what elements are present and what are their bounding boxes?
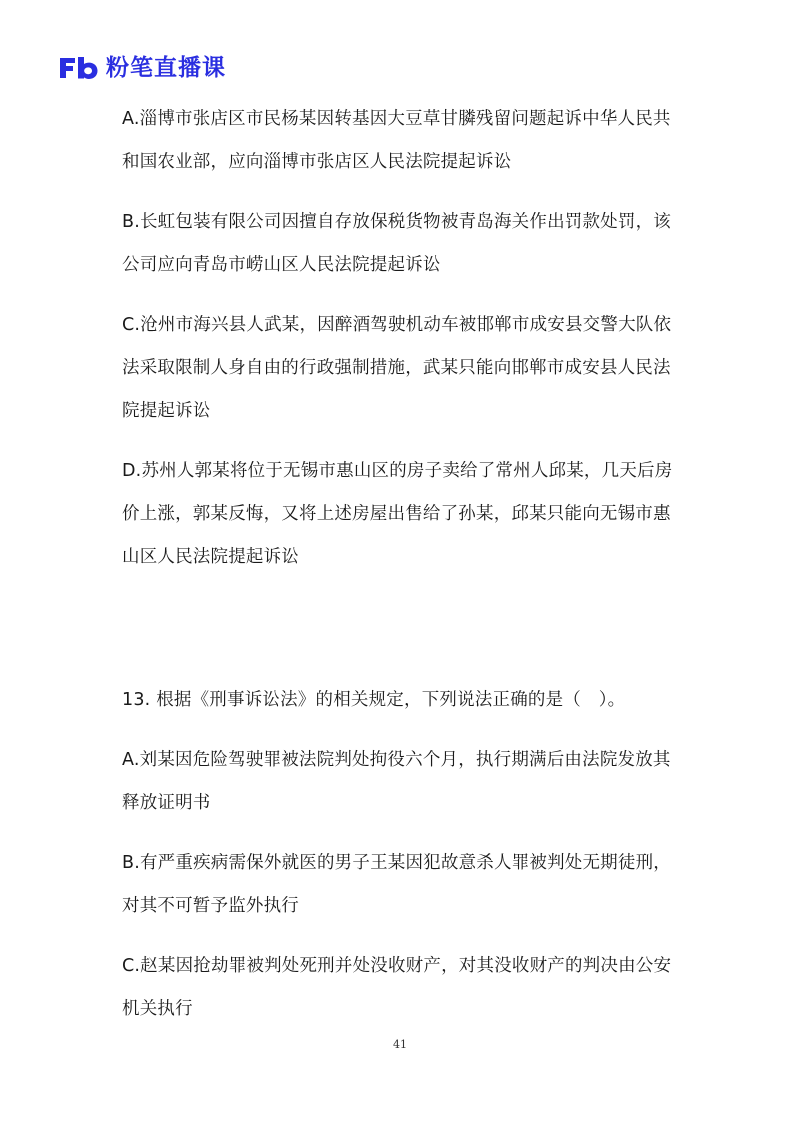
prev-option-b: B.长虹包装有限公司因擅自存放保税货物被青岛海关作出罚款处罚，该公司应向青岛市崂山区人民法院提起诉讼	[122, 212, 671, 275]
document-body	[122, 98, 682, 1048]
prev-option-c: C.沧州市海兴县人武某，因醉酒驾驶机动车被邯郸市成安县交警大队依法采取限制人身自由的行政强制措施，武某只能向邯郸市成安县人民法院提起诉讼	[122, 315, 672, 421]
prev-option-d: D.苏州人郭某将位于无锡市惠山区的房子卖给了常州人邱某，几天后房价上涨，郭某反悔，又将上述房屋出售给了孙某，邱某只能向无锡市惠山区人民法院提起诉讼	[122, 461, 673, 567]
option-b: B.有严重疾病需保外就医的男子王某因犯故意杀人罪被判处无期徒刑，对其不可暂予监外执行	[122, 853, 671, 916]
page-number: 41	[393, 1038, 407, 1051]
prev-option-a: A.淄博市张店区市民杨某因转基因大豆草甘膦残留问题起诉中华人民共和国农业部，应向淄博市张店区人民法院提起诉讼	[122, 109, 671, 172]
fb-logo-icon	[58, 55, 100, 81]
brand-name: 粉笔直播课	[106, 55, 226, 81]
page-header	[58, 52, 226, 84]
option-c: C.赵某因抢劫罪被判处死刑并处没收财产，对其没收财产的判决由公安机关执行	[122, 956, 672, 1019]
section-gap	[122, 596, 682, 679]
question-13: 13. 根据《刑事诉讼法》的相关规定，下列说法正确的是（ ）。	[122, 690, 626, 710]
option-a: A.刘某因危险驾驶罪被法院判处拘役六个月，执行期满后由法院发放其释放证明书	[122, 750, 671, 813]
